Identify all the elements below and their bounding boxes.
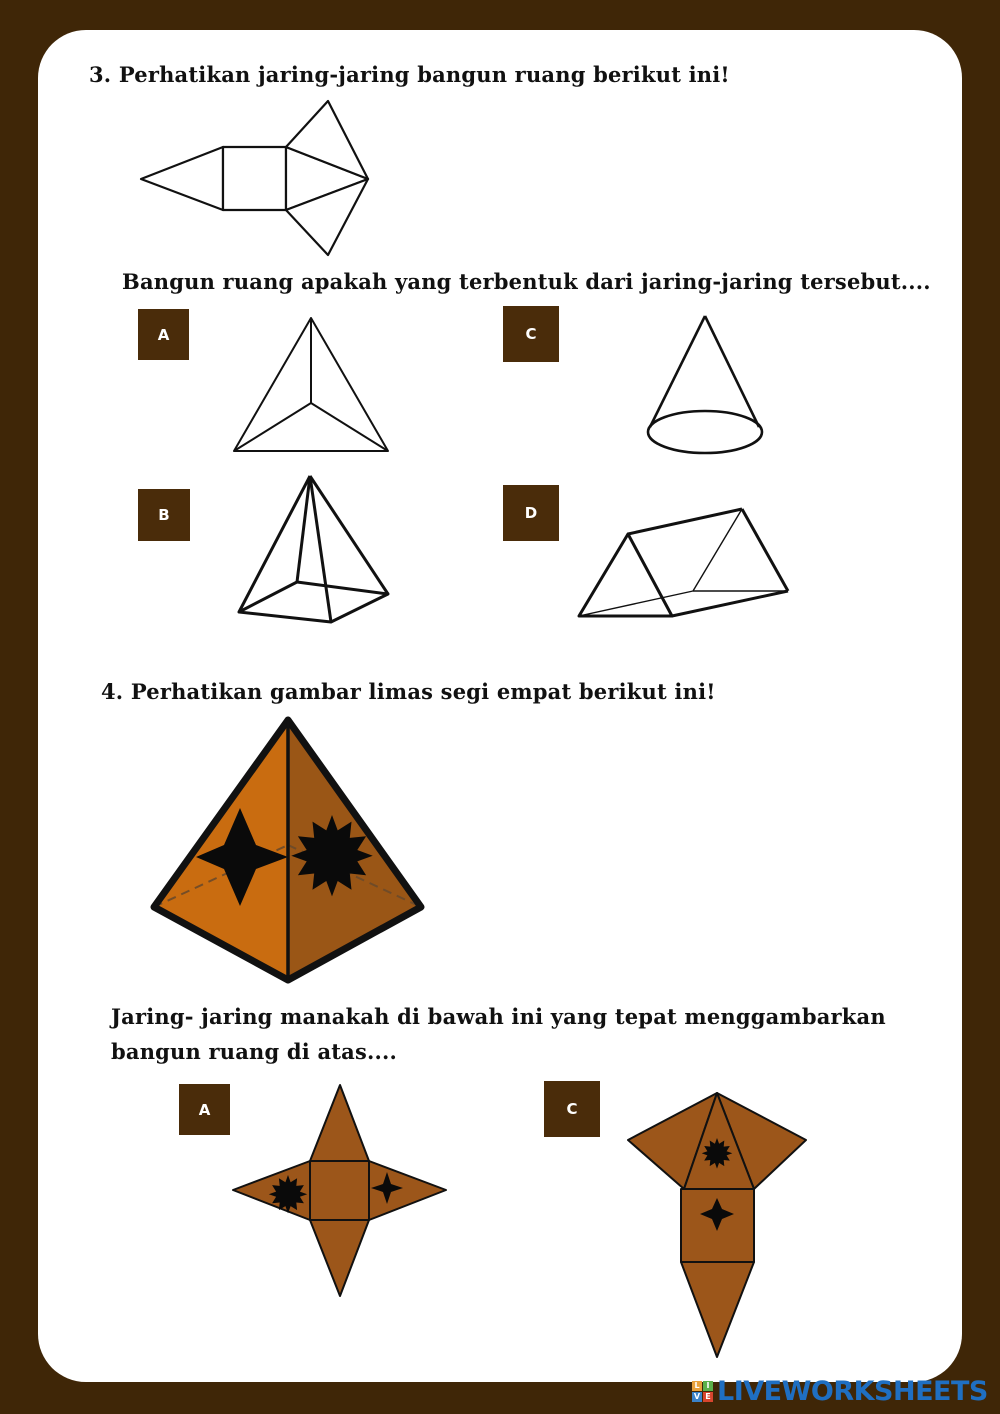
q4-option-a-badge[interactable]: A	[179, 1084, 230, 1135]
q4-question-line-2: bangun ruang di atas....	[111, 1039, 398, 1064]
q4-prompt: 4. Perhatikan gambar limas segi empat berikut ini!	[101, 679, 716, 704]
q3-option-d-badge[interactable]: D	[503, 485, 559, 541]
q3-option-d-triangular-prism[interactable]	[574, 503, 794, 623]
q4-option-c-net[interactable]	[622, 1088, 812, 1363]
q3-option-c-badge[interactable]: C	[503, 306, 559, 362]
q4-question-line-1: Jaring- jaring manakah di bawah ini yang tepat menggambarkan	[111, 1004, 886, 1029]
liveworksheets-logo-icon: L I V E	[692, 1381, 713, 1402]
q3-option-a-triangular-pyramid[interactable]	[231, 314, 391, 454]
q4-option-a-net[interactable]	[229, 1080, 449, 1300]
q4-pyramid-figure	[148, 714, 438, 984]
q3-option-b-badge[interactable]: B	[138, 489, 190, 541]
q3-option-c-cone[interactable]	[643, 312, 768, 462]
q3-prompt: 3. Perhatikan jaring-jaring bangun ruang berikut ini!	[89, 62, 730, 87]
q3-option-a-badge[interactable]: A	[138, 309, 189, 360]
q4-option-c-badge[interactable]: C	[544, 1081, 600, 1137]
q3-question: Bangun ruang apakah yang terbentuk dari jaring-jaring tersebut....	[122, 269, 931, 294]
q3-net-figure	[138, 98, 378, 258]
watermark-text: LIVEWORKSHEETS	[717, 1375, 988, 1407]
liveworksheets-watermark	[692, 1376, 988, 1406]
q3-option-b-square-pyramid[interactable]	[235, 472, 395, 627]
